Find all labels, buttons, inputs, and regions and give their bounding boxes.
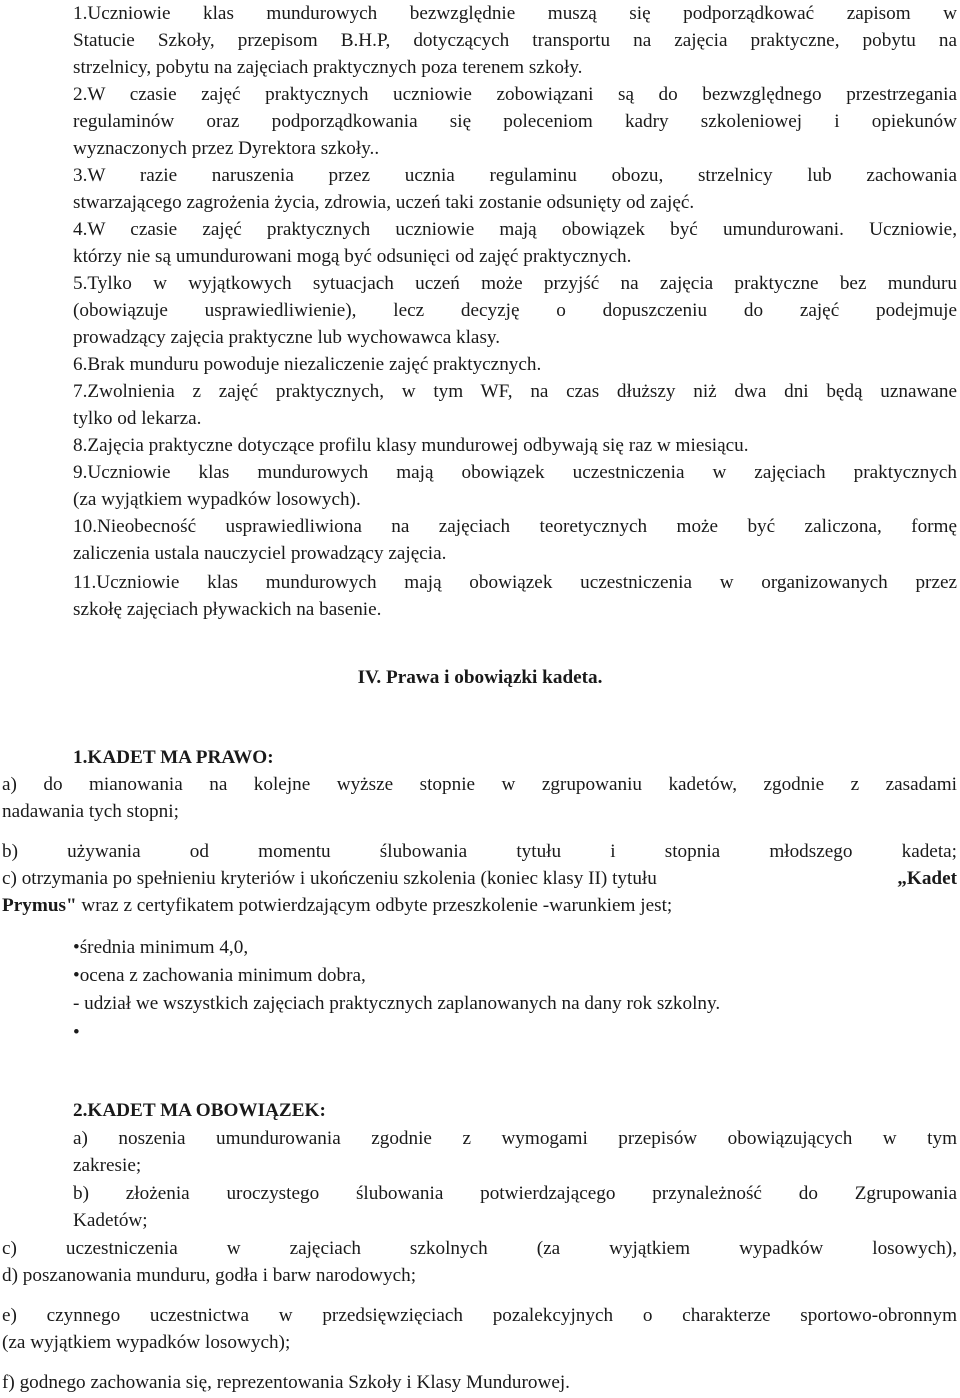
criteria-item-1: •średnia minimum 4,0, xyxy=(73,937,249,958)
rights-heading: 1.KADET MA PRAWO: xyxy=(73,747,274,768)
right-c-title-start: „Kadet xyxy=(897,868,957,889)
rule-5-line-3: prowadzący zajęcia praktyczne lub wychowawca klasy. xyxy=(73,327,501,348)
duty-a-line-2: zakresie; xyxy=(73,1155,142,1176)
rule-11-line-2: szkołę zajęciach pływackich na basenie. xyxy=(73,599,382,620)
criteria-item-3: - udział we wszystkich zajęciach praktycznych zaplanowanych na dany rok szkolny. xyxy=(73,993,721,1014)
rule-7-line-2: tylko od lekarza. xyxy=(73,408,202,429)
rule-10-line-1: 10.Nieobecność usprawiedliwiona na zajęciach teoretycznych może być zaliczona, formę xyxy=(73,516,957,537)
right-c-title-end: Prymus" xyxy=(2,895,77,916)
rule-5-line-2: (obowiązuje usprawiedliwienie), lecz decyzję o dopuszczeniu do zajęć podejmuje xyxy=(73,300,957,321)
rule-9-line-1: 9.Uczniowie klas mundurowych mają obowiązek uczestniczenia w zajęciach praktycznych xyxy=(73,462,957,483)
duty-c: c) uczestniczenia w zajęciach szkolnych (za wyjątkiem wypadków losowych), xyxy=(2,1238,957,1259)
duty-b-line-1: b) złożenia uroczystego ślubowania potwierdzającego przynależność do Zgrupowania xyxy=(73,1183,957,1204)
duty-e-line-1: e) czynnego uczestnictwa w przedsięwzięciach pozalekcyjnych o charakterze sportowo-obronnym xyxy=(2,1305,957,1326)
rule-9-line-2: (za wyjątkiem wypadków losowych). xyxy=(73,489,361,510)
duty-f: f) godnego zachowania się, reprezentowania Szkoły i Klasy Mundurowej. xyxy=(2,1372,570,1393)
rule-1-line-2: Statucie Szkoły, przepisom B.H.P, dotyczących transportu na zajęcia praktyczne, pobytu na xyxy=(73,30,957,51)
right-c-line-1 xyxy=(2,865,957,892)
right-b: b) używania od momentu ślubowania tytułu i stopnia młodszego kadeta; xyxy=(2,841,957,862)
criteria-item-2: •ocena z zachowania minimum dobra, xyxy=(73,965,366,986)
section-title: IV. Prawa i obowiązki kadeta. xyxy=(357,667,603,688)
rule-7-line-1: 7.Zwolnienia z zajęć praktycznych, w tym WF, na czas dłuższy niż dwa dni będą uznawane xyxy=(73,381,957,402)
duty-d: d) poszanowania munduru, godła i barw narodowych; xyxy=(2,1265,417,1286)
rule-2-line-2: regulaminów oraz podporządkowania się poleceniom kadry szkoleniowej i opiekunów xyxy=(73,111,957,132)
rule-3-line-1: 3.W razie naruszenia przez ucznia regulaminu obozu, strzelnicy lub zachowania xyxy=(73,165,957,186)
duties-heading: 2.KADET MA OBOWIĄZEK: xyxy=(73,1100,326,1121)
rule-1-line-3: strzelnicy, pobytu na zajęciach praktycznych poza terenem szkoły. xyxy=(73,57,583,78)
rule-4-line-2: którzy nie są umundurowani mogą być odsunięci od zajęć praktycznych. xyxy=(73,246,632,267)
duty-e-line-2: (za wyjątkiem wypadków losowych); xyxy=(2,1332,291,1353)
rule-3-line-2: stwarzającego zagrożenia życia, zdrowia, uczeń taki zostanie odsunięty od zajęć. xyxy=(73,192,695,213)
rule-2-line-3: wyznaczonych przez Dyrektora szkoły.. xyxy=(73,138,380,159)
right-c-line-2 xyxy=(2,892,672,919)
rule-4-line-1: 4.W czasie zajęć praktycznych uczniowie mają obowiązek być umundurowani. Uczniowie, xyxy=(73,219,957,240)
rule-8-line-1: 8.Zajęcia praktyczne dotyczące profilu klasy mundurowej odbywają się raz w miesiącu. xyxy=(73,435,749,456)
duty-b-line-2: Kadetów; xyxy=(73,1210,148,1231)
right-a-line-2: nadawania tych stopni; xyxy=(2,801,179,822)
right-c-rest: wraz z certyfikatem potwierdzającym odbyte przeszkolenie -warunkiem jest; xyxy=(76,895,673,916)
rule-6-line-1: 6.Brak munduru powoduje niezaliczenie zajęć praktycznych. xyxy=(73,354,542,375)
rule-1-line-1: 1.Uczniowie klas mundurowych bezwzględnie muszą się podporządkować zapisom w xyxy=(73,3,957,24)
right-c-text: c) otrzymania po spełnieniu kryteriów i ukończeniu szkolenia (koniec klasy II) tytułu xyxy=(2,868,657,889)
duty-a-line-1: a) noszenia umundurowania zgodnie z wymogami przepisów obowiązujących w tym xyxy=(73,1128,957,1149)
rule-11-line-1: 11.Uczniowie klas mundurowych mają obowiązek uczestniczenia w organizowanych przez xyxy=(73,572,957,593)
rule-2-line-1: 2.W czasie zajęć praktycznych uczniowie zobowiązani są do bezwzględnego przestrzegania xyxy=(73,84,957,105)
rule-10-line-2: zaliczenia ustala nauczyciel prowadzący zajęcia. xyxy=(73,543,447,564)
criteria-item-4: • xyxy=(73,1022,80,1043)
right-a-line-1: a) do mianowania na kolejne wyższe stopnie w zgrupowaniu kadetów, zgodnie z zasadami xyxy=(2,774,957,795)
rule-5-line-1: 5.Tylko w wyjątkowych sytuacjach uczeń może przyjść na zajęcia praktyczne bez munduru xyxy=(73,273,957,294)
